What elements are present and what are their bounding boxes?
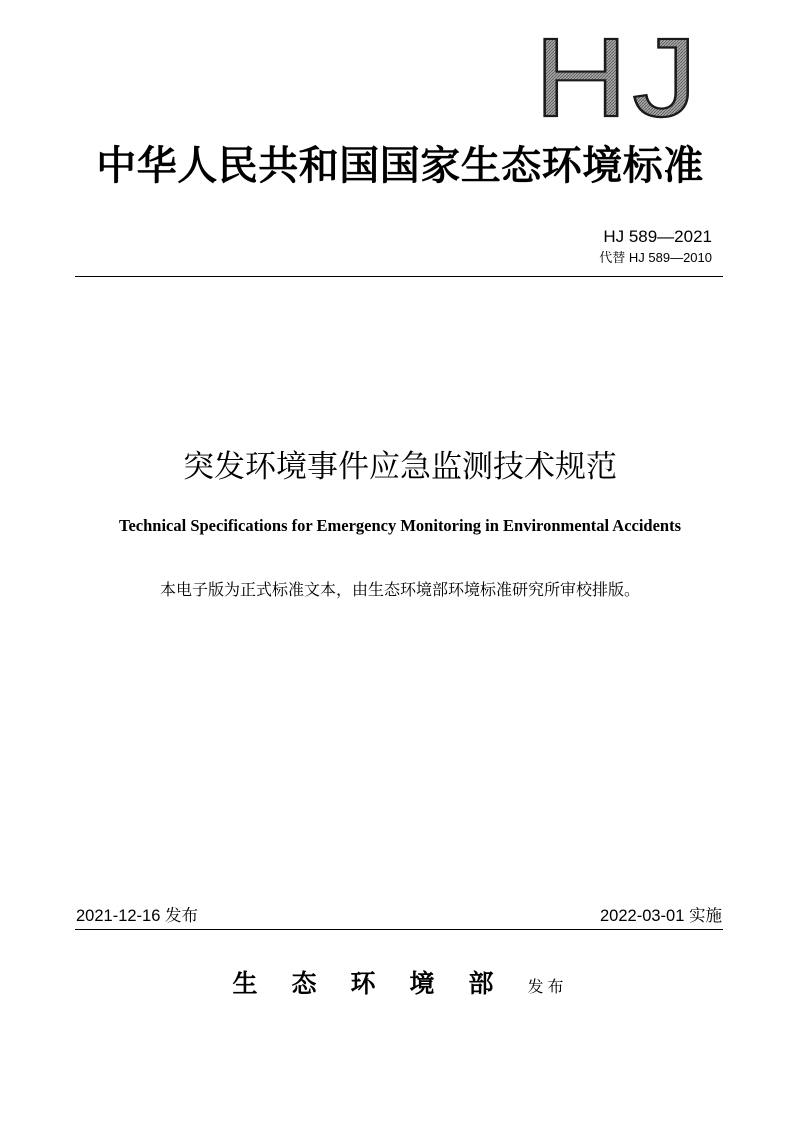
standard-header-title: 中华人民共和国国家生态环境标准 — [96, 142, 704, 189]
hj-logo-text: HJ — [534, 30, 702, 122]
document-title: 突发环境事件应急监测技术规范 — [183, 449, 617, 484]
standard-number: HJ 589—2021 — [603, 227, 712, 246]
header-divider — [75, 276, 723, 277]
issue-date: 2021-12-16 发布 — [76, 907, 198, 925]
footer-divider — [75, 929, 723, 930]
hj-logo — [530, 30, 710, 122]
electronic-version-note: 本电子版为正式标准文本，由生态环境部环境标准研究所审校排版。 — [159, 582, 640, 599]
publisher-name: 生态环境部 — [232, 969, 528, 998]
effective-date: 2022-03-01 实施 — [600, 907, 722, 925]
publisher-suffix: 发布 — [527, 979, 568, 996]
document-title-english: Technical Specifications for Emergency Monitoring in Environmental Accidents — [118, 516, 682, 535]
standard-replaces: 代替 HJ 589—2010 — [599, 250, 712, 265]
publisher — [0, 964, 800, 1004]
